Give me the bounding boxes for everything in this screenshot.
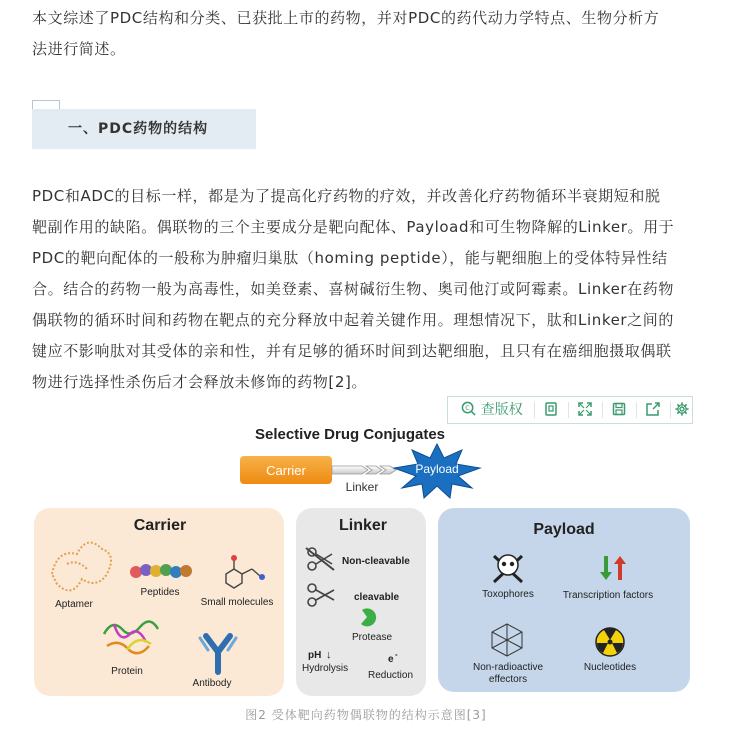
body-paragraph (32, 181, 700, 398)
linker-arrow (332, 466, 368, 474)
figure-svg (32, 424, 700, 700)
body-line: 键应不影响肽对其受体的亲和性，并有足够的循环时间到达靶细胞，且只有在癌细胞摄取偶联 (32, 342, 672, 360)
expand-icon (578, 402, 592, 416)
nucleotides-label: Nucleotides (583, 662, 637, 673)
toolbar-divider (636, 402, 637, 418)
non-cleavable-label: Non-cleavable (342, 556, 410, 567)
carrier-pill-label: Carrier (266, 463, 306, 478)
share-button[interactable] (638, 397, 668, 423)
body-line: PDC的靶向配体的一般称为肿瘤归巢肽（homing peptide），能与靶细胞上的受体特异性结 (32, 249, 668, 267)
toolbar-divider (568, 402, 569, 418)
gear-icon (675, 402, 689, 416)
figure-image (32, 424, 700, 700)
carrier-panel-title: Carrier (133, 517, 187, 534)
protein-label: Protein (111, 666, 143, 677)
linker-panel-title: Linker (338, 517, 388, 534)
toolbar-divider (534, 402, 535, 418)
figure-caption: 图2 受体靶向药物偶联物的结构示意图[3] (245, 708, 487, 722)
section-heading-tab (32, 100, 60, 109)
small-molecules-label: Small molecules (200, 597, 274, 608)
protease-label: Protease (351, 632, 393, 643)
intro-line: 本文综述了PDC结构和分类、已获批上市的药物，并对PDC的药代动力学特点、生物分析方 (32, 9, 660, 27)
body-line: PDC和ADC的目标一样，都是为了提高化疗药物的疗效，并改善化疗药物循环半衰期短和脱 (32, 187, 661, 205)
hydrolysis-label: Hydrolysis (302, 663, 349, 674)
ph-down-arrow-icon: ↓ (326, 649, 332, 661)
payload-star-label: Payload (415, 462, 459, 476)
intro-line: 法进行简述。 (32, 40, 126, 58)
copyright-check-button[interactable] (454, 397, 530, 423)
antibody-label: Antibody (192, 678, 232, 689)
save-icon (612, 402, 626, 416)
reduction-label: Reduction (368, 670, 414, 681)
toxophores-label: Toxophores (482, 589, 534, 600)
copy-icon (544, 402, 558, 416)
effectors-label: effectors (488, 674, 528, 685)
transcription-factors-label: Transcription factors (562, 590, 654, 601)
copyright-label: 查版权 (480, 402, 523, 418)
ph-label: pH (308, 650, 322, 661)
share-icon (646, 402, 660, 416)
figure-title: Selective Drug Conjugates (254, 426, 446, 443)
image-toolbar (447, 396, 693, 424)
cleavable-label: cleavable (354, 592, 400, 603)
body-line: 靶副作用的缺陷。偶联物的三个主要成分是靶向配体、Payload和可生物降解的Linker。用于 (32, 218, 675, 236)
save-button[interactable] (604, 397, 634, 423)
payload-panel-title: Payload (533, 521, 595, 538)
settings-button[interactable] (672, 397, 692, 423)
aptamer-label: Aptamer (55, 599, 93, 610)
toolbar-divider (602, 402, 603, 418)
copyright-search-icon (461, 401, 476, 416)
copy-button[interactable] (536, 397, 566, 423)
peptides-label: Peptides (140, 587, 180, 598)
linker-schematic-label: Linker (345, 480, 379, 494)
radiation-icon (596, 628, 624, 656)
electron-minus-icon: - (395, 650, 398, 659)
body-line: 偶联物的循环时间和药物在靶点的充分释放中起着关键作用。理想情况下，肽和Linker之间的 (32, 311, 674, 329)
electron-label: e (388, 654, 394, 665)
expand-button[interactable] (570, 397, 600, 423)
intro-paragraph (32, 3, 700, 65)
body-line: 合。结合的药物一般为高毒性，如美登素、喜树碱衍生物、奥司他汀或阿霉素。Linker在药物 (32, 280, 674, 298)
body-line: 物进行选择性杀伤后才会释放未修饰的药物[2]。 (32, 373, 368, 391)
toolbar-divider (670, 402, 671, 418)
svg-text:C: C (465, 403, 471, 412)
non-radioactive-label: Non-radioactive (472, 662, 544, 673)
section-heading (32, 109, 256, 149)
section-title: 一、PDC药物的结构 (68, 121, 209, 137)
